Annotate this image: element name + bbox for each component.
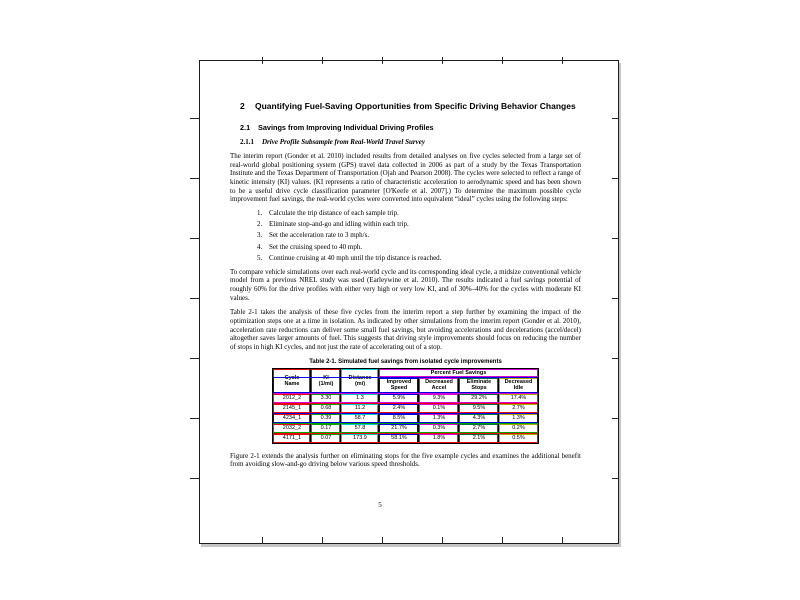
- paragraph-4: Figure 2-1 extends the analysis further on eliminating stops for the five example cycles and examines the additional benefit from avoiding slow-and-go driving below various speed thresholds.: [230, 451, 581, 469]
- section-heading: [230, 124, 581, 133]
- table-cell: 58.7: [341, 413, 379, 423]
- fuel-savings-table: [272, 368, 538, 444]
- ruler-tick-right: [612, 298, 618, 299]
- list-item: [230, 220, 581, 228]
- table-cell: 0.07: [311, 433, 341, 443]
- table-cell: 173.9: [341, 433, 379, 443]
- ruler-tick-bottom: [322, 537, 323, 543]
- list-item-text: Calculate the trip distance of each sample trip.: [269, 208, 399, 217]
- list-item-text: Set the acceleration rate to 3 mph/s.: [269, 231, 370, 240]
- ruler-tick-right: [612, 238, 618, 239]
- col-header: Distance (mi): [341, 368, 379, 393]
- chapter-heading: [230, 101, 581, 111]
- table-cell: 1.3%: [419, 413, 459, 423]
- table-row: [273, 413, 538, 423]
- list-item-number: 3.: [257, 231, 263, 240]
- ruler-tick-left: [190, 358, 199, 359]
- chapter-number: 2: [240, 101, 245, 111]
- ruler-tick-top: [322, 57, 323, 64]
- section-number: 2.1: [240, 123, 251, 132]
- col-header: KI (1/mi): [311, 368, 341, 393]
- chapter-title: Quantifying Fuel-Saving Opportunities from Specific Driving Behavior Changes: [255, 101, 576, 111]
- list-item-number: 2.: [257, 220, 263, 229]
- ruler-tick-top: [262, 57, 263, 64]
- document-page: [199, 60, 619, 544]
- page-content: [230, 61, 581, 469]
- ruler-tick-right: [612, 478, 618, 479]
- col-header: Decreased Accel: [419, 377, 459, 393]
- table-cell: 17.4%: [499, 393, 538, 403]
- table-cell: 2.4%: [379, 403, 419, 413]
- col-header: Decreased Idle: [499, 377, 538, 393]
- table-cell: 21.7%: [379, 423, 419, 433]
- ruler-tick-left: [190, 298, 199, 299]
- table-cell: 2.1%: [459, 433, 499, 443]
- numbered-list: [230, 209, 581, 262]
- ruler-tick-bottom: [442, 537, 443, 543]
- list-item: [230, 254, 581, 262]
- ruler-tick-bottom: [502, 537, 503, 543]
- ruler-tick-top: [502, 57, 503, 64]
- ruler-tick-right: [612, 418, 618, 419]
- list-item-text: Continue cruising at 40 mph until the trip distance is reached.: [269, 253, 442, 262]
- table-cell: 2012_2: [273, 393, 311, 403]
- paragraph-3: Table 2-1 takes the analysis of these five cycles from the interim report a step further by examining the impact of the optimization steps one at a time in isolation. As indicated by other simulations from the interim report (Gonder et al. 2010), acceleration rate reductions can deliver some small fuel savings, but avoiding accelerations and decelerations (accel/decel) altogether saves larger amounts of fuel. This suggests that driving style improvements should focus on reducing the number of stops in high KI cycles, and not just the rate of accelerating out of a stop.: [230, 308, 581, 351]
- ruler-tick-top: [442, 57, 443, 64]
- ruler-tick-left: [190, 478, 199, 479]
- table-cell: 2.7%: [459, 423, 499, 433]
- ruler-tick-right: [612, 178, 618, 179]
- table-cell: 57.8: [341, 423, 379, 433]
- table-cell: 11.2: [341, 403, 379, 413]
- table-cell: 9.3%: [419, 393, 459, 403]
- table-cell: 4.3%: [459, 413, 499, 423]
- list-item: [230, 231, 581, 239]
- ruler-tick-bottom: [262, 537, 263, 543]
- table-cell: 0.3%: [419, 423, 459, 433]
- list-item-text: Set the cruising speed to 40 mph.: [269, 242, 363, 251]
- ruler-tick-left: [190, 238, 199, 239]
- table-cell: 0.1%: [419, 403, 459, 413]
- ruler-tick-left: [190, 418, 199, 419]
- subsection-title: Drive Profile Subsample from Real-World Travel Survey: [262, 137, 425, 146]
- paragraph-2: To compare vehicle simulations over each real-world cycle and its corresponding ideal cycle, a midsize conventional vehicle model from a previous NREL study was used (Earleywine et al. 2010). The results indicated a fuel savings potential of roughly 60% for the drive profiles with either very high or very low KI, and of 30%–40% for the cycles with moderate KI values.: [230, 267, 581, 302]
- list-item-number: 5.: [257, 253, 263, 262]
- table-cell: 0.5%: [499, 433, 538, 443]
- page-number: 5: [378, 501, 382, 509]
- list-item: [230, 243, 581, 251]
- table-cell: 4171_1: [273, 433, 311, 443]
- list-item-number: 1.: [257, 208, 263, 217]
- ruler-tick-bottom: [382, 537, 383, 543]
- table-cell: 58.1%: [379, 433, 419, 443]
- table-row: [273, 423, 538, 433]
- ruler-tick-left: [190, 118, 199, 119]
- table-cell: 29.2%: [459, 393, 499, 403]
- col-header: Eliminate Stops: [459, 377, 499, 393]
- table-cell: 2032_2: [273, 423, 311, 433]
- table-cell: 2.7%: [499, 403, 538, 413]
- subsection-heading: [230, 138, 581, 147]
- subsection-number: 2.1.1: [240, 137, 254, 146]
- table-cell: 9.5%: [459, 403, 499, 413]
- col-header: Improved Speed: [379, 377, 419, 393]
- table-cell: 4234_1: [273, 413, 311, 423]
- list-item: [230, 209, 581, 217]
- list-item-number: 4.: [257, 242, 263, 251]
- table-cell: 8.5%: [379, 413, 419, 423]
- group-header: Percent Fuel Savings: [379, 368, 538, 377]
- table-row: [273, 393, 538, 403]
- ruler-tick-top: [562, 57, 563, 64]
- table-group-header-row: [273, 368, 538, 377]
- table-cell: 2145_1: [273, 403, 311, 413]
- ruler-tick-right: [612, 118, 618, 119]
- table-cell: 0.2%: [499, 423, 538, 433]
- ruler-tick-right: [612, 358, 618, 359]
- section-title: Savings from Improving Individual Driving Profiles: [258, 123, 434, 132]
- list-item-text: Eliminate stop-and-go and idling within each trip.: [269, 220, 409, 229]
- table-cell: 0.39: [311, 413, 341, 423]
- table-cell: 1.3%: [499, 413, 538, 423]
- table-cell: 3.30: [311, 393, 341, 403]
- table-caption: Table 2-1. Simulated fuel savings from isolated cycle improvements: [309, 358, 502, 365]
- table-cell: 1.8%: [419, 433, 459, 443]
- ruler-tick-bottom: [562, 537, 563, 543]
- ruler-tick-left: [190, 178, 199, 179]
- table-cell: 0.17: [311, 423, 341, 433]
- ruler-tick-top: [382, 57, 383, 64]
- table-row: [273, 433, 538, 443]
- table-cell: 1.3: [341, 393, 379, 403]
- table-cell: 5.9%: [379, 393, 419, 403]
- col-header: Cycle Name: [273, 368, 311, 393]
- table-cell: 0.68: [311, 403, 341, 413]
- paragraph-1: The interim report (Gonder et al. 2010) included results from detailed analyses on five cycles selected from a large set of real-world global positioning system (GPS) travel data collected in 2006 as part of a study by the Texas Transportation Institute and the Texas Department of Transportation (Ojah and Pearson 2008). The cycles were selected to reflect a range of kinetic intensity (KI) values. (KI represents a ratio of characteristic acceleration to aerodynamic speed and has been shown to be a useful drive cycle classification parameter [O'Keefe et al. 2007].) To determine the maximum possible cycle improvement fuel savings, the real-world cycles were converted into equivalent “ideal” cycles using the following steps:: [230, 152, 581, 204]
- table-row: [273, 403, 538, 413]
